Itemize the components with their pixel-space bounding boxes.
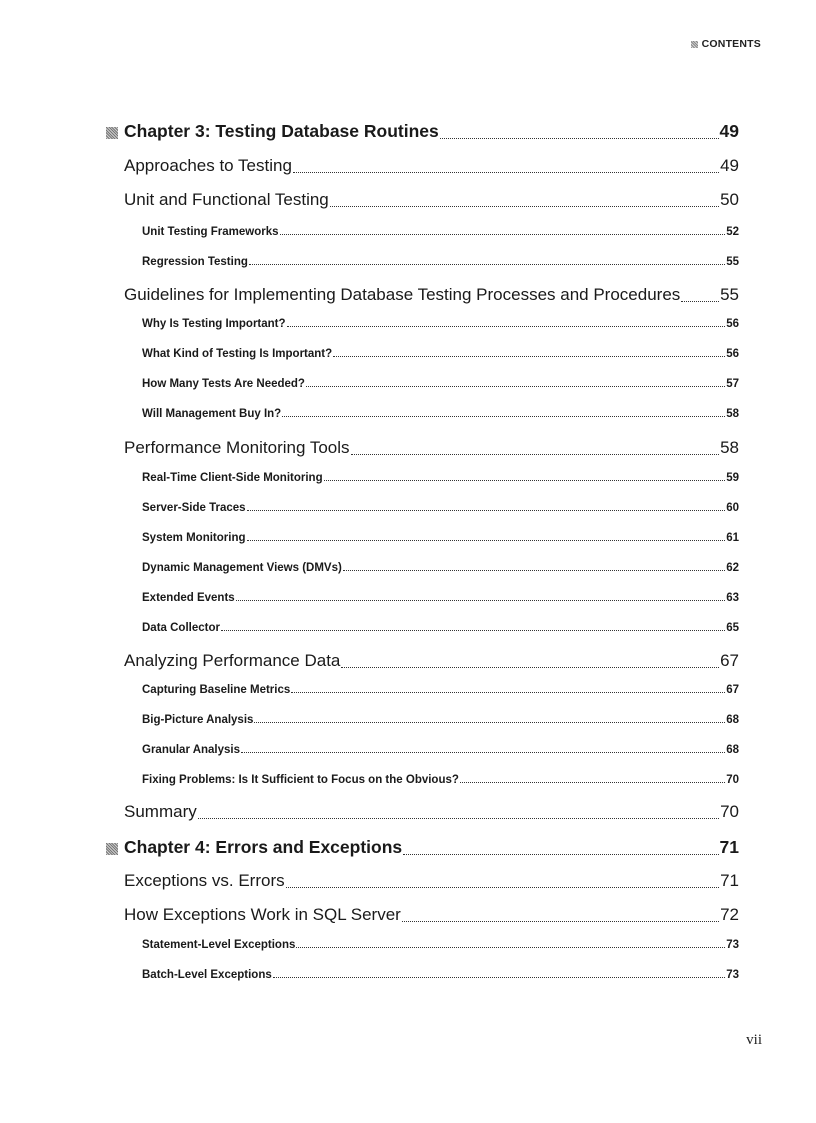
dot-leader (273, 977, 725, 978)
dot-leader (236, 600, 726, 601)
toc-entry-page: 70 (726, 774, 739, 786)
toc-subsection-entry[interactable] (142, 256, 739, 268)
toc-subsection-entry[interactable] (142, 684, 739, 696)
toc-subsection-entry[interactable] (142, 592, 739, 604)
toc-entry-page: 73 (726, 939, 739, 951)
toc-section-entry[interactable] (124, 156, 739, 176)
toc-subsection-entry[interactable] (142, 939, 739, 951)
toc-entry-page: 61 (726, 532, 739, 544)
toc-entry-title: Why Is Testing Important? (142, 318, 286, 330)
dot-leader (287, 326, 726, 327)
dot-leader (351, 454, 720, 455)
running-header (691, 38, 761, 50)
square-bullet-icon (691, 41, 698, 48)
toc-entry-page: 59 (726, 472, 739, 484)
toc-entry-page: 68 (726, 744, 739, 756)
toc-section-entry[interactable] (124, 905, 739, 925)
toc-entry-title: System Monitoring (142, 532, 246, 544)
dot-leader (282, 416, 725, 417)
toc-entry-page: 67 (720, 651, 739, 670)
toc-section-entry[interactable] (124, 190, 739, 210)
toc-subsection-entry[interactable] (142, 378, 739, 390)
toc-entry-title: Unit Testing Frameworks (142, 226, 279, 238)
toc-entry-page: 56 (726, 318, 739, 330)
dot-leader (280, 234, 726, 235)
header-label: CONTENTS (701, 38, 761, 50)
dot-leader (681, 301, 719, 302)
toc-entry-page: 49 (719, 121, 739, 141)
dot-leader (333, 356, 725, 357)
toc-section-entry[interactable] (124, 651, 739, 671)
toc-entry-title: Dynamic Management Views (DMVs) (142, 562, 342, 574)
dot-leader (293, 172, 719, 173)
toc-subsection-entry[interactable] (142, 408, 739, 420)
dot-leader (286, 887, 719, 888)
dot-leader (198, 818, 719, 819)
toc-entry-page: 63 (726, 592, 739, 604)
dot-leader (324, 480, 726, 481)
toc-section-entry[interactable] (124, 285, 739, 305)
dot-leader (403, 854, 718, 855)
toc-entry-title: Extended Events (142, 592, 235, 604)
toc-entry-title: Exceptions vs. Errors (124, 871, 285, 890)
toc-entry-title: What Kind of Testing Is Important? (142, 348, 333, 360)
dot-leader (306, 386, 725, 387)
toc-entry-title: Analyzing Performance Data (124, 651, 341, 670)
dot-leader (341, 667, 719, 668)
toc-subsection-entry[interactable] (142, 472, 739, 484)
toc-chapter-entry[interactable] (124, 837, 739, 858)
dot-leader (330, 206, 719, 207)
toc-entry-page: 73 (726, 969, 739, 981)
toc-entry-page: 60 (726, 502, 739, 514)
toc-section-entry[interactable] (124, 438, 739, 458)
toc-subsection-entry[interactable] (142, 226, 739, 238)
toc-subsection-entry[interactable] (142, 622, 739, 634)
toc-section-entry[interactable] (124, 802, 739, 822)
toc-entry-title: Fixing Problems: Is It Sufficient to Focus on the Obvious? (142, 774, 459, 786)
toc-entry-page: 52 (726, 226, 739, 238)
toc-entry-title: Chapter 4: Errors and Exceptions (124, 837, 403, 857)
dot-leader (247, 540, 726, 541)
toc-subsection-entry[interactable] (142, 318, 739, 330)
toc-entry-page: 58 (720, 438, 739, 457)
toc-chapter-entry[interactable] (124, 121, 739, 142)
chapter-square-icon (106, 127, 118, 139)
toc-entry-page: 56 (726, 348, 739, 360)
page-number: vii (746, 1032, 762, 1048)
toc-entry-page: 68 (726, 714, 739, 726)
toc-entry-title: Unit and Functional Testing (124, 190, 329, 209)
toc-entry-title: Performance Monitoring Tools (124, 438, 350, 457)
toc-entry-page: 58 (726, 408, 739, 420)
toc-entry-title: How Many Tests Are Needed? (142, 378, 305, 390)
chapter-square-icon (106, 843, 118, 855)
dot-leader (343, 570, 725, 571)
toc-subsection-entry[interactable] (142, 714, 739, 726)
toc-entry-title: How Exceptions Work in SQL Server (124, 905, 401, 924)
toc-entry-page: 55 (720, 285, 739, 304)
toc-entry-title: Batch-Level Exceptions (142, 969, 272, 981)
dot-leader (460, 782, 725, 783)
toc-entry-page: 71 (719, 837, 739, 857)
toc-entry-page: 57 (726, 378, 739, 390)
dot-leader (221, 630, 725, 631)
toc-entry-title: Guidelines for Implementing Database Testing Processes and Procedures (124, 285, 681, 304)
toc-entry-title: Regression Testing (142, 256, 248, 268)
toc-entry-page: 70 (720, 802, 739, 821)
toc-entry-title: Statement-Level Exceptions (142, 939, 296, 951)
toc-entry-title: Server-Side Traces (142, 502, 246, 514)
toc-entry-title: Will Management Buy In? (142, 408, 282, 420)
toc-entry-title: Approaches to Testing (124, 156, 292, 175)
toc-entry-title: Big-Picture Analysis (142, 714, 254, 726)
toc-entry-title: Real-Time Client-Side Monitoring (142, 472, 323, 484)
toc-entry-title: Summary (124, 802, 197, 821)
toc-section-entry[interactable] (124, 871, 739, 891)
toc-entry-title: Capturing Baseline Metrics (142, 684, 291, 696)
dot-leader (296, 947, 725, 948)
toc-subsection-entry[interactable] (142, 774, 739, 786)
dot-leader (249, 264, 725, 265)
dot-leader (254, 722, 725, 723)
toc-subsection-entry[interactable] (142, 969, 739, 981)
toc-entry-title: Granular Analysis (142, 744, 241, 756)
dot-leader (291, 692, 725, 693)
dot-leader (241, 752, 725, 753)
toc-entry-title: Chapter 3: Testing Database Routines (124, 121, 439, 141)
toc-subsection-entry[interactable] (142, 562, 739, 574)
toc-subsection-entry[interactable] (142, 532, 739, 544)
dot-leader (247, 510, 726, 511)
dot-leader (440, 138, 719, 139)
toc-entry-page: 67 (726, 684, 739, 696)
toc-subsection-entry[interactable] (142, 348, 739, 360)
toc-entry-page: 55 (726, 256, 739, 268)
dot-leader (402, 921, 719, 922)
toc-entry-title: Data Collector (142, 622, 220, 634)
toc-subsection-entry[interactable] (142, 744, 739, 756)
toc-entry-page: 71 (720, 871, 739, 890)
toc-subsection-entry[interactable] (142, 502, 739, 514)
toc-entry-page: 49 (720, 156, 739, 175)
toc-entry-page: 50 (720, 190, 739, 209)
toc-entry-page: 65 (726, 622, 739, 634)
toc-entry-page: 62 (726, 562, 739, 574)
toc-entry-page: 72 (720, 905, 739, 924)
